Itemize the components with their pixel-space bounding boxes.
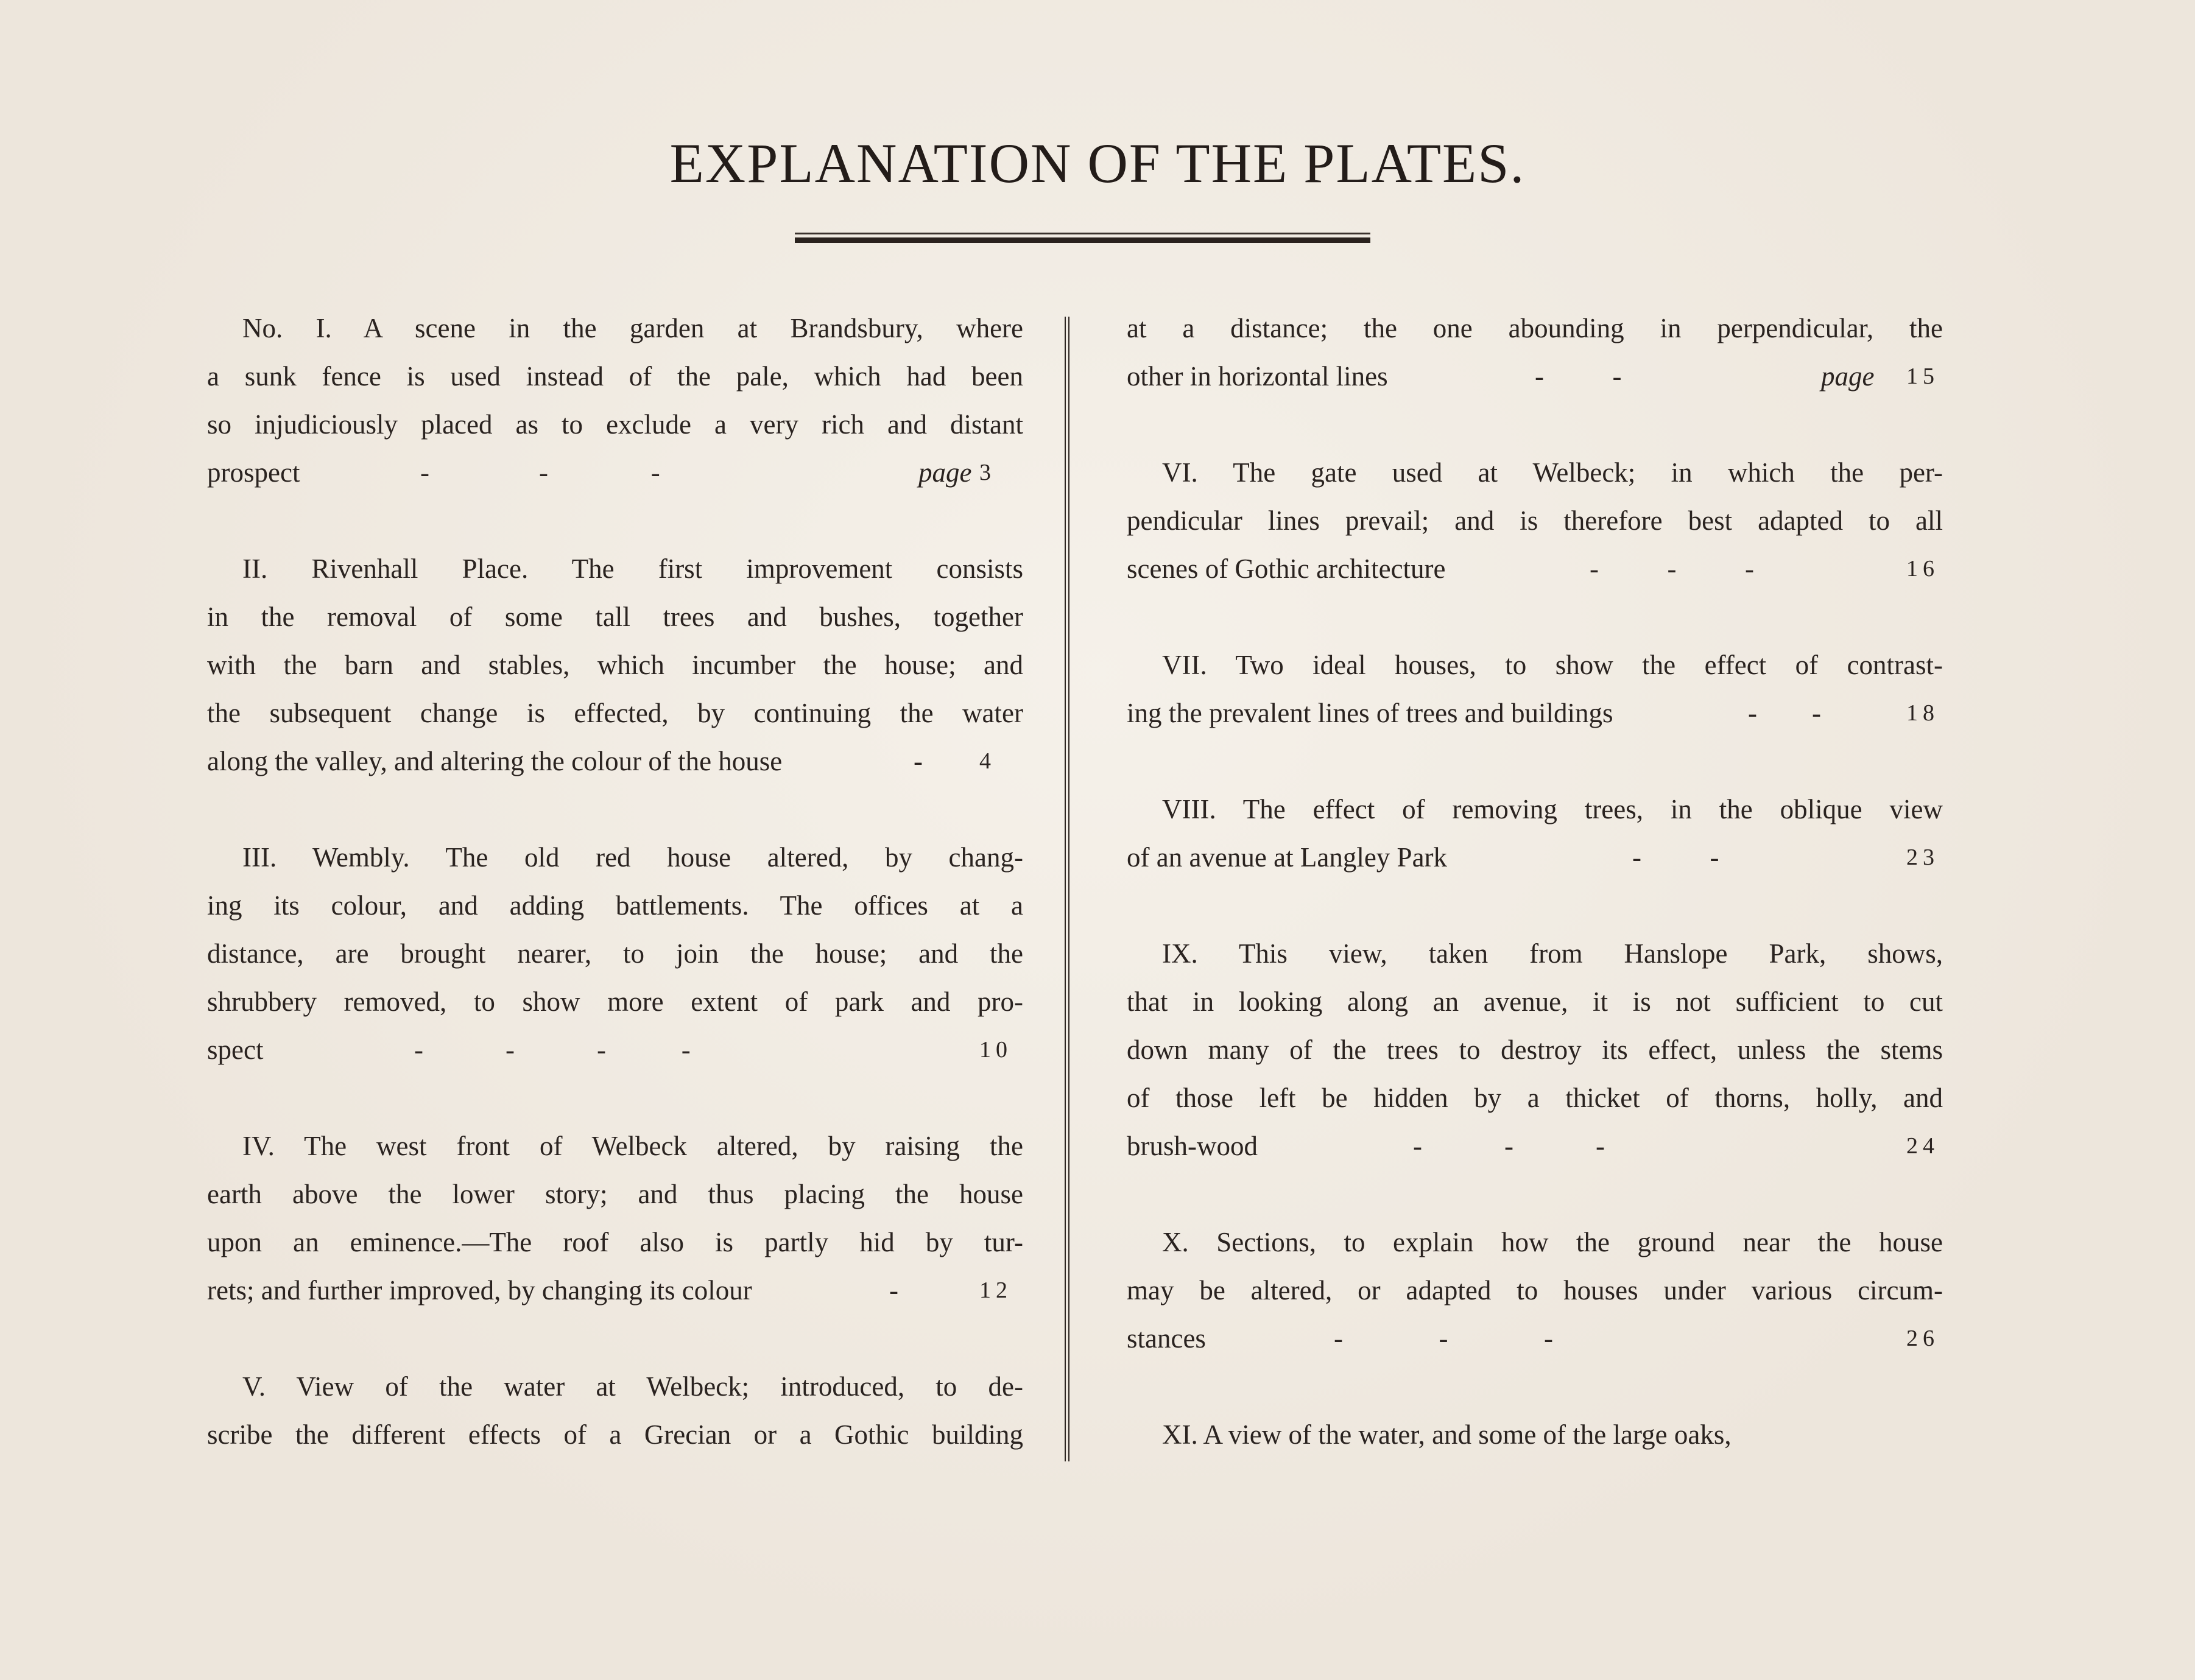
entry-last-line xyxy=(1127,1122,1943,1170)
page-number: 15 xyxy=(1906,364,1939,389)
plate-entry-1 xyxy=(207,304,1023,497)
entry-line-text: other in horizontal lines xyxy=(1127,361,1388,392)
entry-line: upon an eminence.—The roof also is partly hid by tur- xyxy=(207,1227,1023,1257)
title-rule-thin xyxy=(795,233,1370,234)
page-number: 24 xyxy=(1906,1133,1939,1159)
leader-dashes: - - xyxy=(1632,842,1719,873)
entry-line-text: of an avenue at Langley Park xyxy=(1127,842,1448,873)
plate-entry-5-continued xyxy=(1127,304,1943,401)
page-number: 4 xyxy=(979,748,996,774)
entry-line: II. Rivenhall Place. The first improvement consists xyxy=(242,554,1023,584)
page-number: 18 xyxy=(1906,700,1939,726)
leader-dashes: - xyxy=(914,746,923,776)
plate-entry-6 xyxy=(1127,449,1943,593)
leader-dashes: - - - xyxy=(420,457,660,488)
entry-line: X. Sections, to explain how the ground near the house xyxy=(1162,1227,1943,1257)
plate-entry-10 xyxy=(1127,1218,1943,1363)
entry-line-text: ing the prevalent lines of trees and buildings xyxy=(1127,698,1613,728)
leader-dashes: - - xyxy=(1535,361,1622,392)
entry-line: distance, are brought nearer, to join the house; and the xyxy=(207,938,1023,969)
page-title: EXPLANATION OF THE PLATES. xyxy=(669,132,1526,194)
leader-dashes: - xyxy=(889,1275,898,1306)
entry-line-text: along the valley, and altering the colour of the house xyxy=(207,746,783,776)
entry-last-line xyxy=(1127,834,1943,882)
entry-line: that in looking along an avenue, it is not sufficient to cut xyxy=(1127,986,1943,1017)
entry-last-line xyxy=(207,1026,1023,1074)
right-column xyxy=(1127,304,1943,1459)
entry-line: pendicular lines prevail; and is therefore best adapted to all xyxy=(1127,505,1943,536)
entry-line-text: scenes of Gothic architecture xyxy=(1127,554,1446,584)
entry-line: IX. This view, taken from Hanslope Park, shows, xyxy=(1162,938,1943,969)
entry-line: in the removal of some tall trees and bushes, together xyxy=(207,602,1023,632)
entry-line-text: prospect xyxy=(207,457,300,488)
plate-entry-2 xyxy=(207,545,1023,786)
entry-line: a sunk fence is used instead of the pale, which had been xyxy=(207,361,1023,392)
column-divider-left-line xyxy=(1065,317,1066,1461)
page-number: 16 xyxy=(1906,556,1939,582)
entry-last-line xyxy=(207,449,1023,497)
column-divider-right-line xyxy=(1068,317,1069,1461)
leader-dashes: - - - - xyxy=(414,1035,691,1065)
leader-dashes: - - - xyxy=(1413,1131,1605,1161)
leader-dashes: - - - xyxy=(1590,554,1754,584)
entry-line: III. Wembly. The old red house altered, by chang- xyxy=(242,842,1023,873)
column-divider xyxy=(1065,317,1069,1461)
entry-line: may be altered, or adapted to houses under various circum- xyxy=(1127,1275,1943,1306)
title-double-rule xyxy=(795,233,1370,246)
entry-line: XI. A view of the water, and some of the large oaks, xyxy=(1162,1419,1732,1450)
entry-last-line xyxy=(1127,353,1943,401)
entry-line: No. I. A scene in the garden at Brandsbury, where xyxy=(242,313,1023,343)
entry-line: V. View of the water at Welbeck; introduced, to de- xyxy=(242,1371,1023,1402)
plate-entry-11 xyxy=(1127,1411,1943,1459)
entry-line: VIII. The effect of removing trees, in the oblique view xyxy=(1162,794,1943,824)
entry-line: shrubbery removed, to show more extent of park and pro- xyxy=(207,986,1023,1017)
page-number: 26 xyxy=(1906,1326,1939,1351)
page-number: 10 xyxy=(979,1037,1012,1063)
page-label: page xyxy=(1821,361,1875,392)
entry-line: down many of the trees to destroy its effect, unless the stems xyxy=(1127,1035,1943,1065)
plate-entry-9 xyxy=(1127,930,1943,1170)
entry-line: of those left be hidden by a thicket of thorns, holly, and xyxy=(1127,1083,1943,1113)
entry-line: IV. The west front of Welbeck altered, by raising the xyxy=(242,1131,1023,1161)
entry-line: earth above the lower story; and thus placing the house xyxy=(207,1179,1023,1209)
entry-line-text: spect xyxy=(207,1035,264,1065)
page-number: 23 xyxy=(1906,845,1939,870)
plate-entry-5 xyxy=(207,1363,1023,1459)
entry-last-line xyxy=(1127,1315,1943,1363)
entry-line: the subsequent change is effected, by continuing the water xyxy=(207,698,1023,728)
leader-dashes: - - xyxy=(1748,698,1821,728)
entry-last-line xyxy=(207,737,1023,786)
entry-line: scribe the different effects of a Grecian or a Gothic building xyxy=(207,1419,1023,1450)
entry-line: VI. The gate used at Welbeck; in which the per- xyxy=(1162,457,1943,488)
entry-last-line xyxy=(207,1267,1023,1315)
entry-last-line xyxy=(1127,689,1943,737)
entry-line: with the barn and stables, which incumber the house; and xyxy=(207,650,1023,680)
entry-line-text: brush-wood xyxy=(1127,1131,1258,1161)
entry-line-text: rets; and further improved, by changing its colour xyxy=(207,1275,752,1306)
page-number: 12 xyxy=(979,1278,1012,1303)
page-number: 3 xyxy=(979,460,996,485)
leader-dashes: - - - xyxy=(1334,1323,1553,1354)
entry-line: VII. Two ideal houses, to show the effect of contrast- xyxy=(1162,650,1943,680)
page-label: page xyxy=(918,457,972,488)
entry-last-line xyxy=(1127,545,1943,593)
entry-line: so injudiciously placed as to exclude a very rich and distant xyxy=(207,409,1023,440)
entry-line: at a distance; the one abounding in perpendicular, the xyxy=(1127,313,1943,343)
plate-entry-8 xyxy=(1127,786,1943,882)
left-column xyxy=(207,304,1023,1459)
title-rule-thick xyxy=(795,237,1370,243)
plate-entry-3 xyxy=(207,834,1023,1074)
entry-line: ing its colour, and adding battlements. The offices at a xyxy=(207,890,1023,921)
plate-entry-4 xyxy=(207,1122,1023,1315)
plate-entry-7 xyxy=(1127,641,1943,737)
entry-line-text: stances xyxy=(1127,1323,1206,1354)
